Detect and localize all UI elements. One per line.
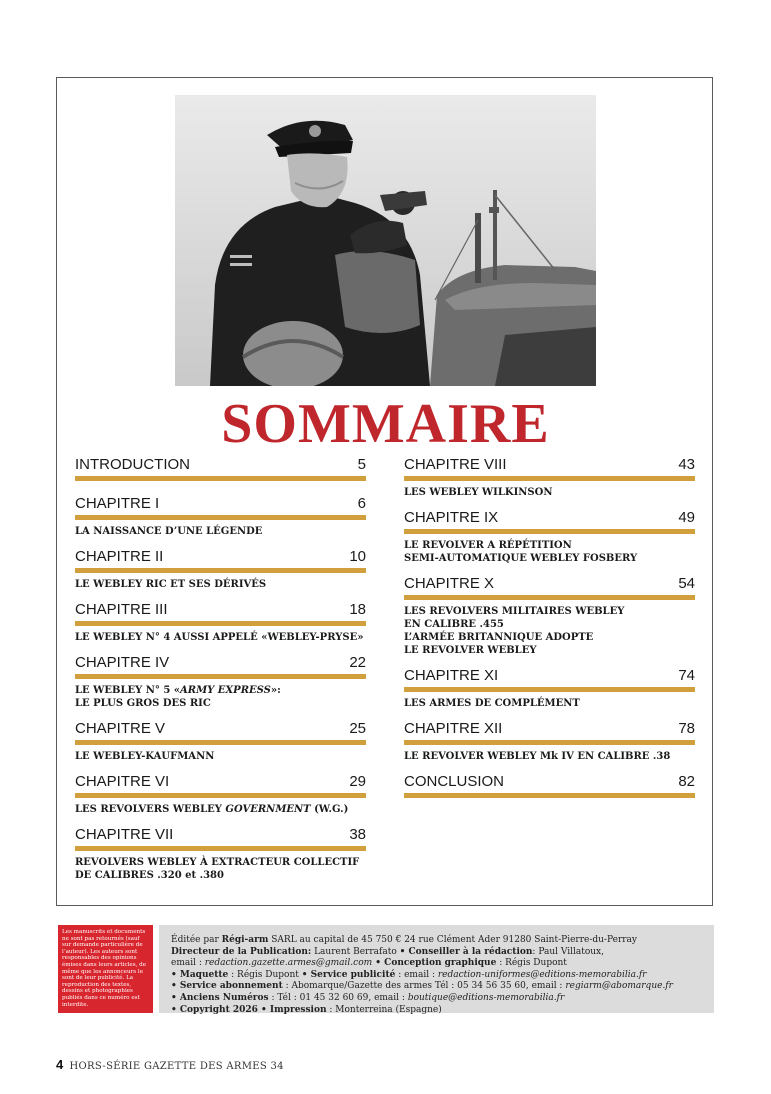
desc-italic-part: ARMY EXPRESS — [180, 685, 271, 696]
toc-heading — [75, 547, 366, 573]
credit-text: : Tél : 01 45 32 60 69, email : — [268, 992, 408, 1003]
toc-heading — [404, 508, 695, 534]
credit-strong: • Maquette — [171, 969, 229, 980]
desc-part: (W.G.) — [310, 804, 349, 815]
chapter-label: CHAPITRE XII — [404, 720, 503, 737]
credits-line — [171, 958, 704, 970]
credit-strong: • Conception graphique — [372, 958, 497, 969]
toc-entry[interactable] — [404, 574, 695, 657]
chapter-label: CHAPITRE XI — [404, 667, 499, 684]
chapter-description: LES WEBLEY WILKINSON — [404, 487, 553, 498]
toc-entry[interactable] — [75, 455, 366, 481]
credit-strong: • Anciens Numéros — [171, 992, 269, 1003]
credit-text: : Abomarque/Gazette des armes Tél : 05 34 56 35 60, email : — [282, 981, 566, 992]
credit-strong: Directeur de la Publication: — [171, 946, 312, 957]
credit-strong: • Service abonnement — [171, 981, 283, 992]
credit-strong: • Copyright 2026 • Impression — [171, 1004, 327, 1015]
credits-line — [171, 993, 704, 1005]
toc-entry[interactable] — [75, 547, 366, 591]
credit-text: : email : — [395, 969, 438, 980]
credit-text: : Régis Dupont — [496, 958, 567, 969]
chapter-label: CHAPITRE VI — [75, 773, 170, 790]
email-link[interactable]: boutique@editions-memorabilia.fr — [407, 992, 565, 1003]
credits-line — [171, 935, 704, 947]
toc-heading — [75, 825, 366, 851]
page-number: 29 — [349, 773, 366, 790]
chapter-description: REVOLVERS WEBLEY À EXTRACTEUR COLLECTIF DE CALIBRES .320 et .380 — [75, 857, 360, 881]
toc-heading — [75, 455, 366, 481]
desc-part: LES REVOLVERS WEBLEY — [75, 804, 226, 815]
chapter-description: LE WEBLEY-KAUFMANN — [75, 751, 215, 762]
chapter-description — [75, 684, 366, 710]
toc-heading — [404, 574, 695, 600]
chapter-label: CHAPITRE VII — [75, 826, 174, 843]
page-number-footer: 4 — [56, 1057, 64, 1072]
credit-text: : Régis Dupont — [228, 969, 302, 980]
cover-photo — [175, 95, 596, 386]
page-number: 6 — [357, 495, 366, 512]
chapter-description: LES ARMES DE COMPLÉMENT — [404, 698, 580, 709]
credit-strong: • Service publicité — [301, 969, 396, 980]
toc-entry[interactable] — [404, 508, 695, 565]
page-number: 49 — [678, 509, 695, 526]
page-number: 25 — [349, 720, 366, 737]
chapter-description: LE REVOLVER WEBLEY Mk IV EN CALIBRE .38 — [404, 751, 671, 762]
page-number: 54 — [678, 575, 695, 592]
credit-text: SARL au capital de 45 750 € 24 rue Clément Ader 91280 Saint-Pierre-du-Perray — [268, 935, 637, 945]
officer-photo-illustration — [175, 95, 596, 386]
email-link[interactable]: redaction.gazette.armes@gmail.com — [204, 958, 373, 969]
chapter-label: CHAPITRE VIII — [404, 456, 507, 473]
credit-strong: • Conseiller à la rédaction — [399, 946, 533, 957]
toc-entry[interactable] — [404, 772, 695, 798]
toc-left-column — [75, 455, 366, 891]
desc-part: »: LE PLUS GROS DES RIC — [75, 685, 281, 709]
toc-entry[interactable] — [404, 719, 695, 763]
toc-heading — [75, 772, 366, 798]
page-number: 74 — [678, 667, 695, 684]
toc-heading — [404, 666, 695, 692]
chapter-label: CHAPITRE V — [75, 720, 166, 737]
credits-line — [171, 947, 704, 959]
chapter-label: CHAPITRE III — [75, 601, 168, 618]
toc-entry[interactable] — [75, 825, 366, 882]
page-title: SOMMAIRE — [221, 393, 550, 455]
chapter-label: CHAPITRE IV — [75, 654, 170, 671]
toc-heading — [404, 772, 695, 798]
chapter-description — [75, 803, 366, 816]
chapter-description: LA NAISSANCE D’UNE LÉGENDE — [75, 526, 263, 537]
toc-entry[interactable] — [75, 600, 366, 644]
page-number: 22 — [349, 654, 366, 671]
chapter-label: CHAPITRE II — [75, 548, 164, 565]
credit-text: : Paul Villatoux, — [532, 946, 604, 957]
desc-italic-part: GOVERNMENT — [225, 804, 311, 815]
toc-heading — [404, 455, 695, 481]
credit-text: Laurent Berrafato — [311, 946, 400, 957]
page-footer — [56, 1057, 284, 1072]
email-link[interactable]: redaction-uniformes@editions-memorabilia.fr — [437, 969, 647, 980]
publication-name: HORS-SÉRIE GAZETTE DES ARMES 34 — [69, 1061, 284, 1072]
page-number: 43 — [678, 456, 695, 473]
email-link[interactable]: regiarm@abomarque.fr — [565, 981, 673, 992]
desc-part: LE WEBLEY N° 5 « — [75, 685, 181, 696]
chapter-description: LES REVOLVERS MILITAIRES WEBLEY EN CALIBRE .455 L’ARMÉE BRITANNIQUE ADOPTE LE REVOLVER WEBLEY — [404, 606, 625, 656]
toc-heading — [75, 494, 366, 520]
toc-right-column — [404, 455, 695, 807]
credits-line — [171, 970, 704, 982]
chapter-description: LE WEBLEY N° 4 AUSSI APPELÉ «WEBLEY-PRYSE» — [75, 632, 364, 643]
page-number: 78 — [678, 720, 695, 737]
publication-credits — [159, 925, 714, 1013]
page-number: 38 — [349, 826, 366, 843]
page-number: 10 — [349, 548, 366, 565]
chapter-label: CHAPITRE X — [404, 575, 495, 592]
toc-entry[interactable] — [404, 666, 695, 710]
credits-line — [171, 981, 704, 993]
chapter-description: LE WEBLEY RIC ET SES DÉRIVÉS — [75, 579, 267, 590]
toc-entry[interactable] — [75, 494, 366, 538]
chapter-label: CHAPITRE IX — [404, 509, 499, 526]
credits-line — [171, 1005, 704, 1017]
page-number: 82 — [678, 773, 695, 790]
toc-heading — [75, 719, 366, 745]
toc-heading — [75, 653, 366, 679]
legal-notice-box: Les manuscrits et documents ne sont pas retournés (sauf sur demande particulière de l’auteur). Les auteurs sont responsables des opinions émises dans leurs articles, de même que les annonceurs le sont de leur publicité. La reproduction des textes, dessins et photographies publiés dans ce numéro est interdite. — [58, 925, 153, 1013]
credit-text: Éditée par — [171, 935, 222, 945]
page-number: 18 — [349, 601, 366, 618]
credit-text: : Monterreina (Espagne) — [326, 1004, 442, 1015]
page-number: 5 — [357, 456, 366, 473]
chapter-description: LE REVOLVER A RÉPÉTITION SEMI-AUTOMATIQUE WEBLEY FOSBERY — [404, 540, 638, 564]
credit-text: email : — [171, 958, 205, 969]
toc-heading — [404, 719, 695, 745]
toc-entry[interactable] — [75, 653, 366, 710]
toc-entry[interactable] — [75, 772, 366, 816]
chapter-label: CONCLUSION — [404, 773, 505, 790]
toc-entry[interactable] — [75, 719, 366, 763]
toc-heading — [75, 600, 366, 626]
credit-strong: Régi-arm — [221, 935, 269, 945]
chapter-label: CHAPITRE I — [75, 495, 160, 512]
toc-entry[interactable] — [404, 455, 695, 499]
chapter-label: INTRODUCTION — [75, 456, 190, 473]
